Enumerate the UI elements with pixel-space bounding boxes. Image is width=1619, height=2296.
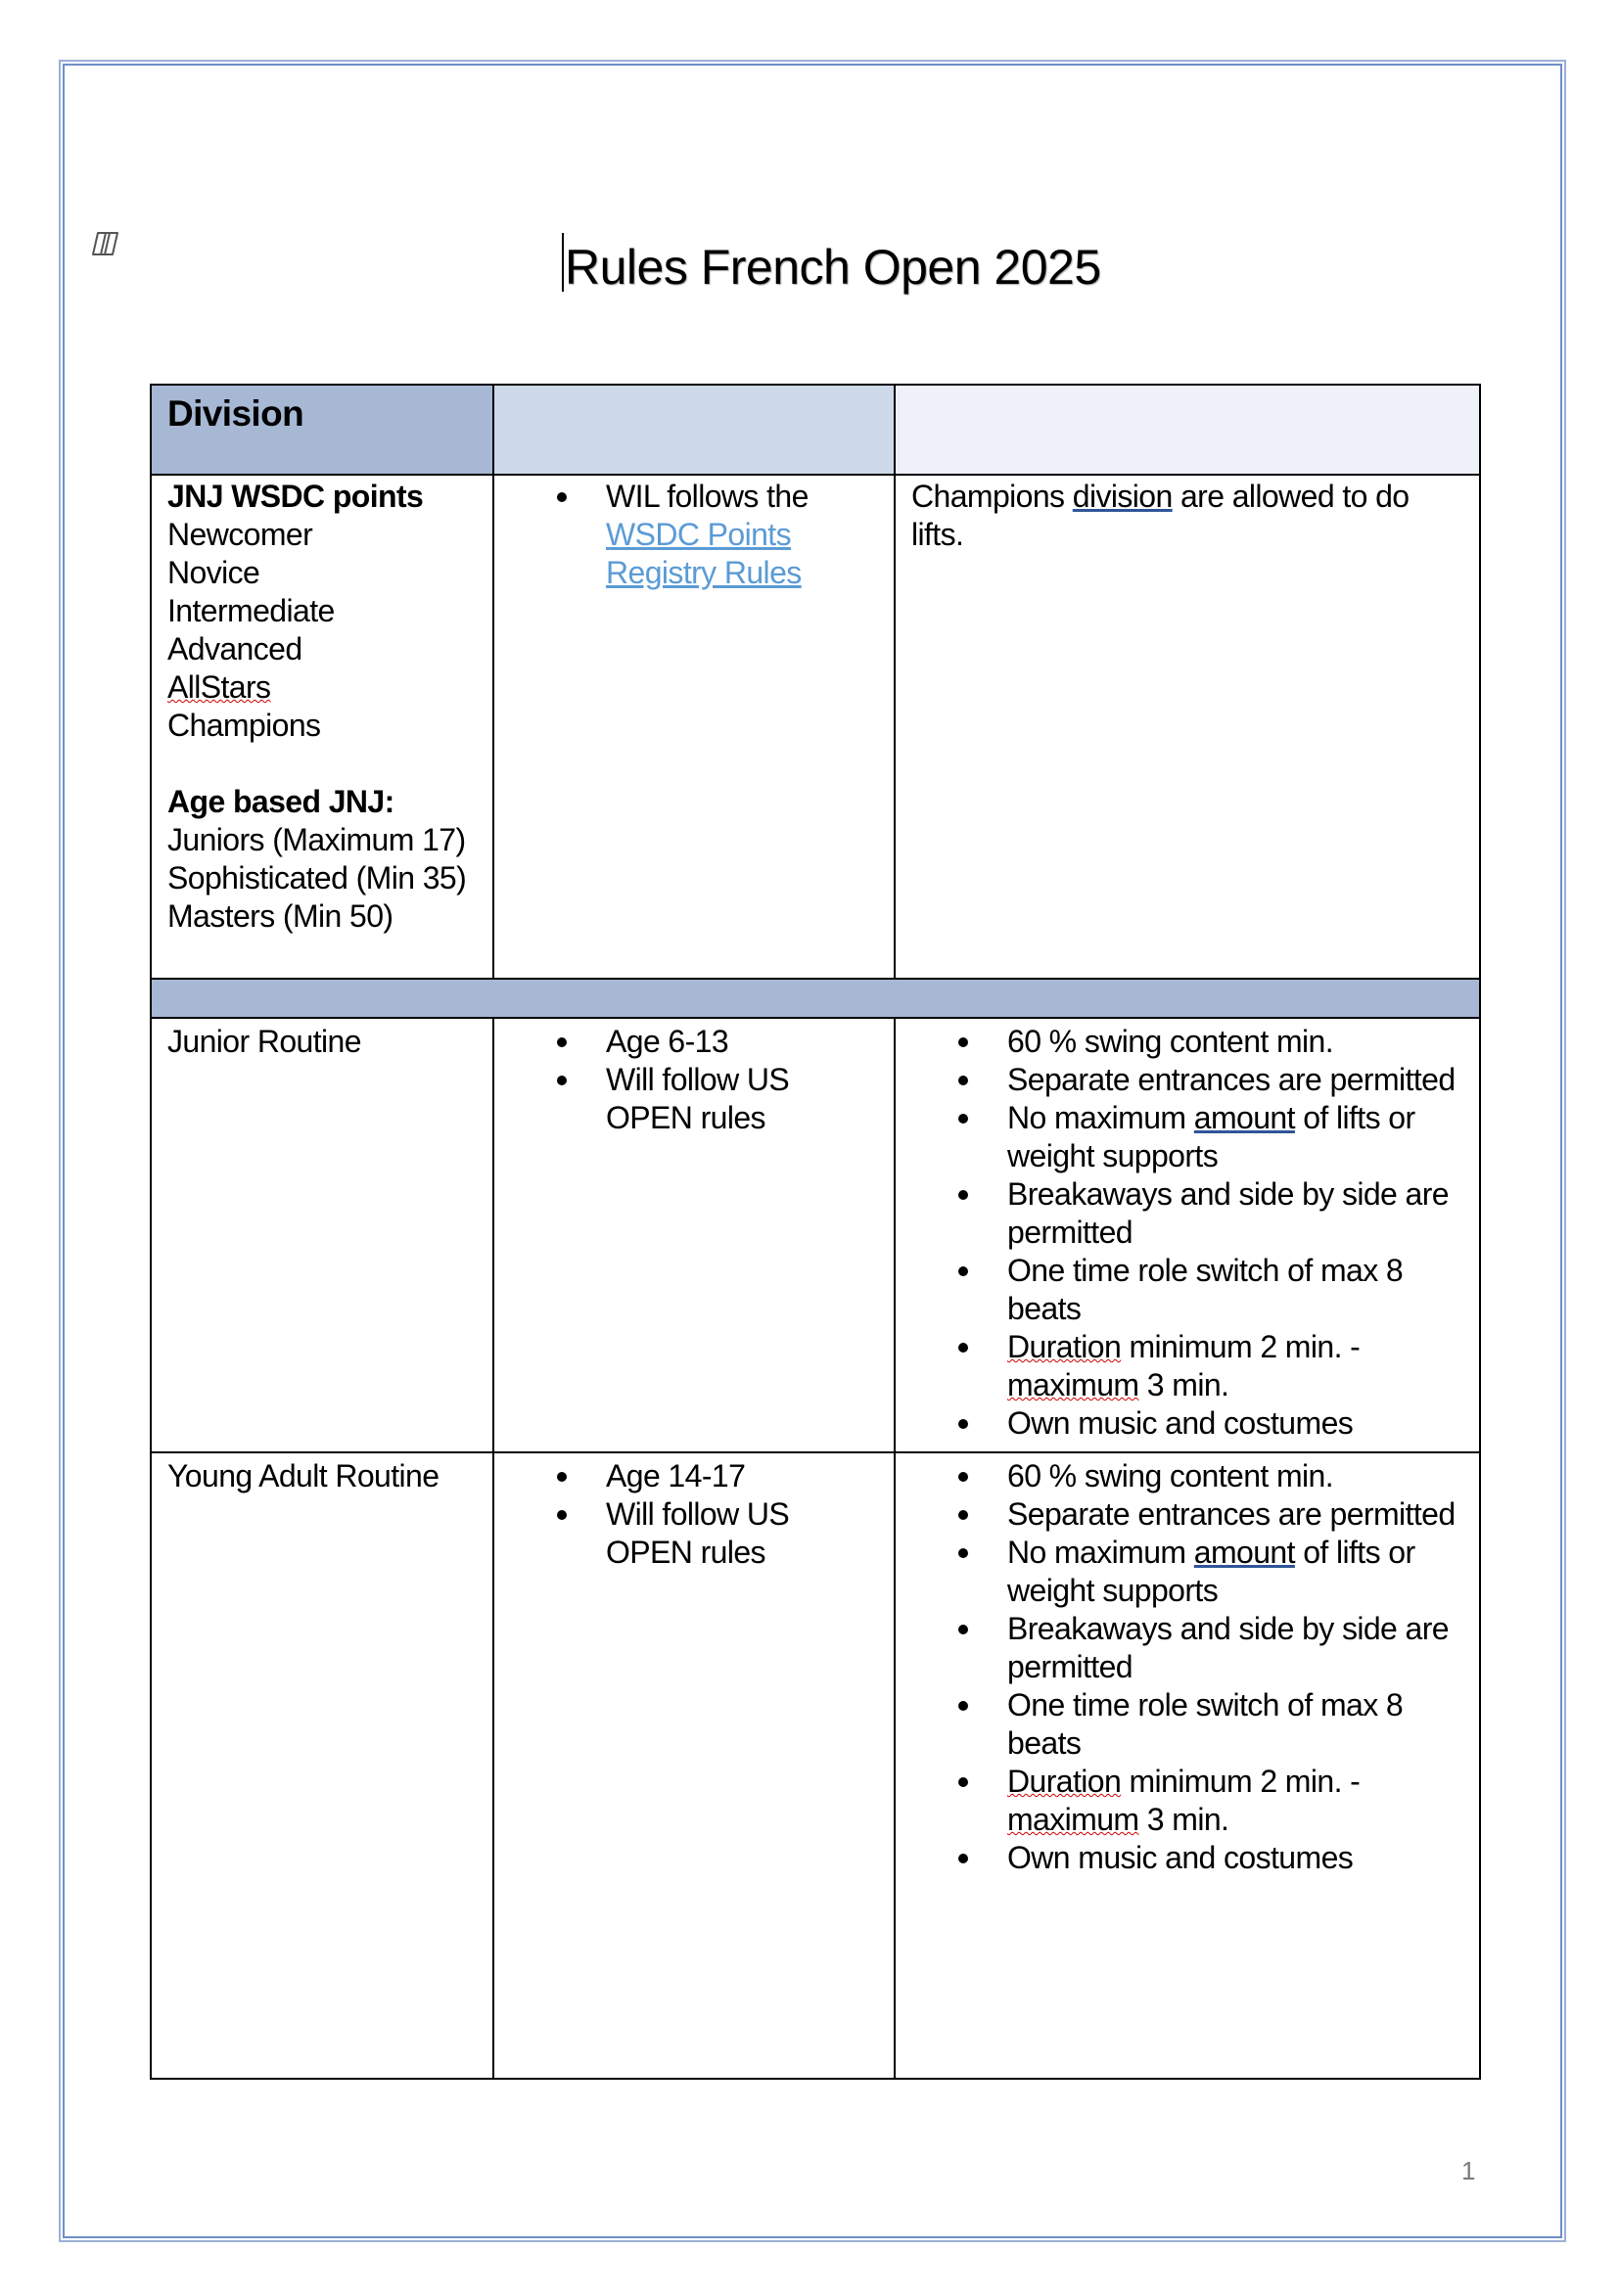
age-level-item: Juniors (Maximum 17) <box>167 822 466 857</box>
list-item: One time role switch of max 8 beats <box>911 1686 1463 1763</box>
junior-label-cell: Junior Routine <box>151 1018 493 1452</box>
spelling-flag: maximum <box>1007 1802 1139 1837</box>
table-row-young-adult-routine <box>151 1452 1480 2079</box>
jnj-conditions-cell <box>493 475 895 979</box>
wsdc-registry-link[interactable]: WSDC Points Registry Rules <box>606 517 802 590</box>
spelling-flag: Duration <box>1007 1329 1122 1364</box>
young-adult-conditions-list <box>510 1457 878 1572</box>
level-item <box>167 668 477 707</box>
list-item <box>510 478 878 592</box>
note-text: are allowed to do lifts. <box>911 479 1410 552</box>
list-item: One time role switch of max 8 beats <box>911 1252 1463 1328</box>
separator-row <box>151 979 1480 1018</box>
age-jnj-heading: Age based JNJ: <box>167 784 394 819</box>
young-adult-rules-list <box>911 1457 1463 1877</box>
list-item: Separate entrances are permitted <box>911 1061 1463 1099</box>
list-item: 60 % swing content min. <box>911 1023 1463 1061</box>
header-col2 <box>493 385 895 475</box>
spelling-flag: AllStars <box>167 669 271 705</box>
jnj-divisions-cell <box>151 475 493 979</box>
spacer <box>167 745 477 783</box>
level-item: Advanced <box>167 631 302 666</box>
rule-text: No maximum <box>1007 1100 1194 1135</box>
age-level-item: Masters (Min 50) <box>167 898 393 934</box>
rules-table <box>150 384 1481 2080</box>
rule-text: minimum 2 min. - <box>1121 1764 1361 1799</box>
rule-text: 3 min. <box>1138 1367 1229 1402</box>
rule-text: of lifts or weight supports <box>1007 1535 1415 1608</box>
level-item: Newcomer <box>167 517 313 552</box>
list-item <box>911 1328 1463 1404</box>
level-item: Novice <box>167 555 260 590</box>
list-item: 60 % swing content min. <box>911 1457 1463 1495</box>
young-adult-rules-cell <box>895 1452 1480 2079</box>
note-text: Champions <box>911 479 1073 514</box>
list-item: Own music and costumes <box>911 1404 1463 1443</box>
rule-text: of lifts or weight supports <box>1007 1100 1415 1173</box>
spelling-flag: maximum <box>1007 1367 1139 1402</box>
junior-rules-cell <box>895 1018 1480 1452</box>
list-item <box>911 1763 1463 1839</box>
list-item: Breakaways and side by side are permitted <box>911 1175 1463 1252</box>
list-item: Own music and costumes <box>911 1839 1463 1877</box>
page-number: 1 <box>1461 2156 1476 2185</box>
document-title[interactable] <box>562 233 1101 296</box>
list-item: Age 14-17 <box>510 1457 878 1495</box>
jnj-conditions-list <box>510 478 878 592</box>
rule-text: 3 min. <box>1138 1802 1229 1837</box>
junior-rules-list <box>911 1023 1463 1443</box>
junior-conditions-cell <box>493 1018 895 1452</box>
header-col3 <box>895 385 1480 475</box>
age-level-item: Sophisticated (Min 35) <box>167 860 467 895</box>
copilot-icon[interactable] <box>90 229 123 258</box>
list-item <box>911 1099 1463 1175</box>
bullet-text: WIL follows the <box>606 479 809 514</box>
table-row-jnj <box>151 475 1480 979</box>
separator-cell <box>151 979 1480 1018</box>
title-text: Rules French Open 2025 <box>565 240 1101 295</box>
rule-text: minimum 2 min. - <box>1121 1329 1361 1364</box>
header-division: Division <box>151 385 493 475</box>
list-item: Separate entrances are permitted <box>911 1495 1463 1534</box>
list-item: Will follow US OPEN rules <box>510 1495 878 1572</box>
text-cursor <box>562 233 564 292</box>
junior-conditions-list <box>510 1023 878 1137</box>
level-item: Champions <box>167 708 321 743</box>
jnj-points-heading: JNJ WSDC points <box>167 479 424 514</box>
young-adult-label-cell: Young Adult Routine <box>151 1452 493 2079</box>
list-item <box>911 1534 1463 1610</box>
jnj-notes-cell <box>895 475 1480 979</box>
level-item: Intermediate <box>167 593 335 628</box>
grammar-flag: division <box>1072 479 1173 514</box>
grammar-flag: amount <box>1193 1100 1295 1135</box>
list-item: Breakaways and side by side are permitted <box>911 1610 1463 1686</box>
list-item: Age 6-13 <box>510 1023 878 1061</box>
grammar-flag: amount <box>1193 1535 1295 1570</box>
table-row-junior-routine <box>151 1018 1480 1452</box>
spelling-flag: Duration <box>1007 1764 1122 1799</box>
rule-text: No maximum <box>1007 1535 1194 1570</box>
young-adult-conditions-cell <box>493 1452 895 2079</box>
table-header-row <box>151 385 1480 475</box>
list-item: Will follow US OPEN rules <box>510 1061 878 1137</box>
